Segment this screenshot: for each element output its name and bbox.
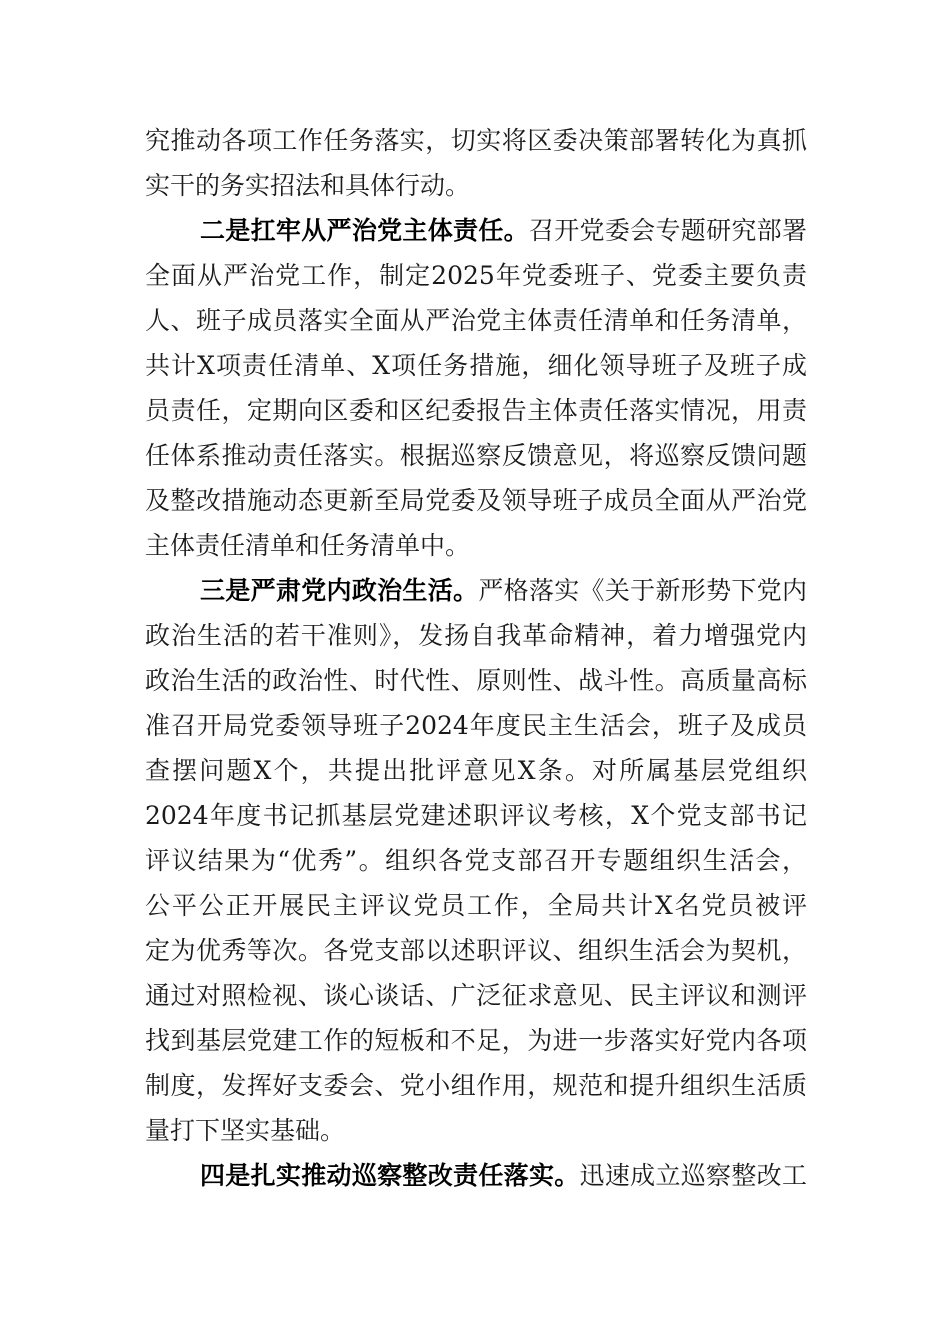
text-line: 人、班子成员落实全面从严治党主体责任清单和任务清单，	[145, 306, 807, 335]
text-line: 准召开局党委领导班子2024年度民主生活会，班子及成员	[145, 711, 807, 740]
text-run: 迅速成立巡察整改工	[579, 1161, 807, 1190]
text-line: 公平公正开展民主评议党员工作，全局共计X名党员被评	[145, 891, 807, 920]
text-line: 究推动各项工作任务落实，切实将区委决策部署转化为真抓	[145, 126, 807, 155]
text-line: 找到基层党建工作的短板和不足，为进一步落实好党内各项	[145, 1026, 807, 1055]
paragraph-first-line	[145, 1153, 807, 1198]
text-line: 2024年度书记抓基层党建述职评议考核，X个党支部书记	[145, 801, 807, 830]
document-body	[145, 118, 807, 1198]
text-line: 制度，发挥好支委会、党小组作用，规范和提升组织生活质	[145, 1071, 807, 1100]
text-line: 评议结果为“优秀”。组织各党支部召开专题组织生活会，	[145, 846, 807, 875]
paragraph-heading: 四是扎实推动巡察整改责任落实。	[200, 1161, 580, 1190]
text-run: 召开党委会专题研究部署	[528, 216, 807, 245]
text-line: 政治生活的政治性、时代性、原则性、战斗性。高质量高标	[145, 666, 807, 695]
text-line: 全面从严治党工作，制定2025年党委班子、党委主要负责	[145, 261, 807, 290]
paragraph-heading: 三是严肃党内政治生活。	[200, 576, 479, 605]
text-line: 量打下坚实基础。	[145, 1116, 346, 1145]
paragraph-first-line	[145, 208, 807, 253]
paragraph-heading: 二是扛牢从严治党主体责任。	[200, 216, 529, 245]
text-line: 通过对照检视、谈心谈话、广泛征求意见、民主评议和测评	[145, 981, 807, 1010]
text-line: 员责任，定期向区委和区纪委报告主体责任落实情况，用责	[145, 396, 807, 425]
text-line: 实干的务实招法和具体行动。	[145, 171, 471, 200]
text-line: 主体责任清单和任务清单中。	[145, 531, 471, 560]
text-line: 政治生活的若干准则》，发扬自我革命精神，着力增强党内	[145, 621, 807, 650]
paragraph-first-line	[145, 568, 807, 613]
text-line: 任体系推动责任落实。根据巡察反馈意见，将巡察反馈问题	[145, 441, 807, 470]
text-line: 及整改措施动态更新至局党委及领导班子成员全面从严治党	[145, 486, 807, 515]
text-line: 共计X项责任清单、X项任务措施，细化领导班子及班子成	[145, 351, 807, 380]
text-line: 定为优秀等次。各党支部以述职评议、组织生活会为契机，	[145, 936, 807, 965]
text-line: 查摆问题X个，共提出批评意见X条。对所属基层党组织	[145, 756, 807, 785]
text-run: 严格落实《关于新形势下党内	[478, 576, 807, 605]
